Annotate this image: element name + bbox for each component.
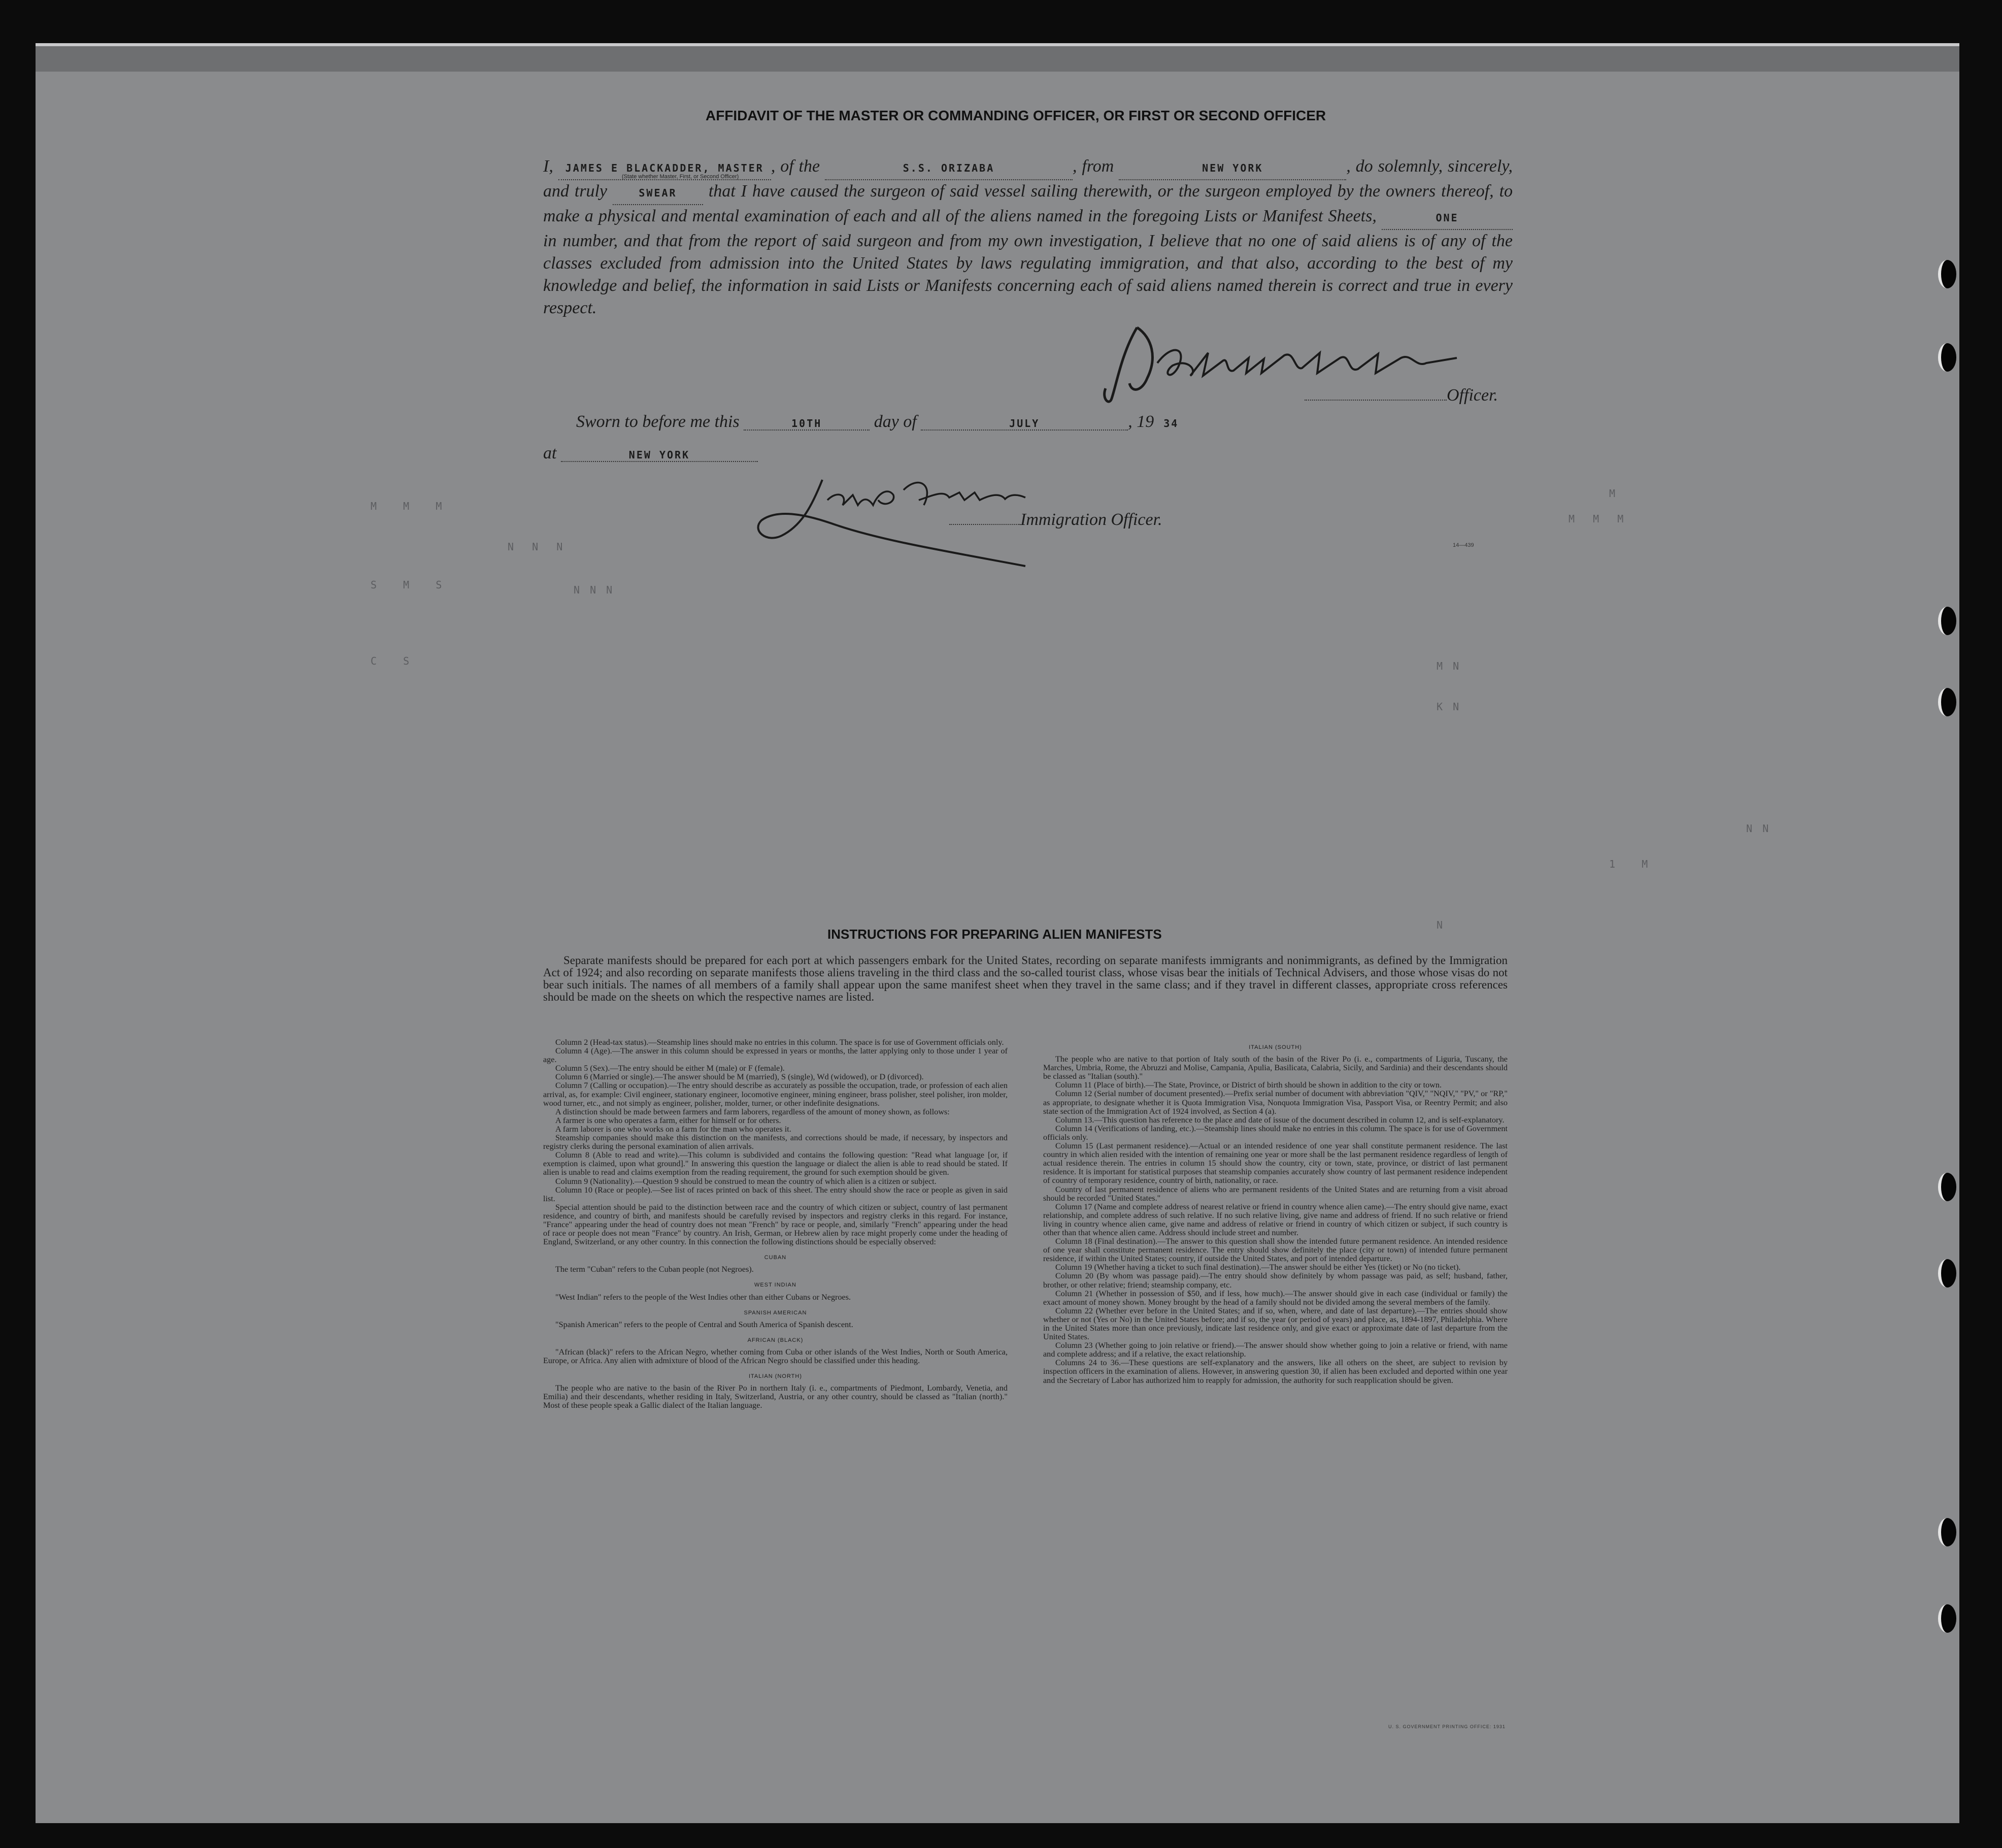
bleed-through-text: 1 M xyxy=(1609,858,1650,870)
sworn-text: day of xyxy=(874,412,917,431)
bleed-through-text: N N N xyxy=(574,584,615,596)
instruction-paragraph: Column 19 (Whether having a ticket to such final destination).—The answer should be either Yes (ticket) or No (no ticket). xyxy=(1055,1263,1461,1272)
instruction-paragraph: Column 9 (Nationality).—Question 9 should be construed to mean the country of which alien is a citizen or subject. xyxy=(555,1176,937,1186)
immigration-officer-label: Immigration Officer. xyxy=(1020,510,1162,529)
binder-hole xyxy=(1938,343,1956,372)
officer-label: Officer. xyxy=(1447,386,1498,405)
instruction-paragraph: Column 18 (Final destination).—The answer to this question shall show the intended future permanent residence. An intended residence of one year shall constitute permanent residence. The entry should show definitely the place (city or town) of intended future permanent residence, if within the United States; country, if outside the United States, and port of intended departure. xyxy=(1043,1237,1508,1264)
section-heading: CUBAN xyxy=(764,1255,787,1261)
binder-hole xyxy=(1938,607,1956,635)
instruction-paragraph: A farmer is one who operates a farm, either for himself or for others. xyxy=(555,1115,781,1125)
sworn-text: Sworn to before me this xyxy=(576,412,740,431)
binder-hole xyxy=(1938,1173,1956,1201)
oath-value: SWEAR xyxy=(613,182,703,205)
instruction-paragraph: Column 17 (Name and complete address of nearest relative or friend in country whence alien came).—The entry should give name, exact relationship, and complete address of such relative. If no such relative living, give name and address of friend. If no such relative or friend living in country whence alien came, give name and address of relative or friend in country of which citizen or subject, if such country is other than that whence alien came. Address should include street and number. xyxy=(1043,1202,1508,1237)
sworn-at-line xyxy=(543,444,758,463)
instruction-paragraph: Column 22 (Whether ever before in the United States; and if so, when, where, and date of last departure).—The entries should show whether or not (Yes or No) in the United States before; and if so, the year (or period of years) and place, as, 1894-1897, Philadelphia. Where in the United States more than once previously, indicate last residence only, and give exact or approximate date of last departure from the United States. xyxy=(1043,1306,1508,1342)
sworn-day-value: 10TH xyxy=(744,417,870,431)
section-heading: AFRICAN (BLACK) xyxy=(747,1337,804,1343)
instructions-title: INSTRUCTIONS FOR PREPARING ALIEN MANIFESTS xyxy=(827,927,1162,942)
bleed-through-text: K N xyxy=(1437,701,1461,713)
instruction-paragraph: The people who are native to the basin of the River Po in northern Italy (i. e., compartments of Piedmont, Lombardy, Venetia, and Emilia) and their descendants, whether residing in Italy, Switzerland, Austria, or any other country, should be classed as "Italian (north)." Most of these people speak a Gallic dialect of the Italian language. xyxy=(543,1383,1008,1410)
affidavit-body xyxy=(543,155,1513,319)
binder-hole xyxy=(1938,1604,1956,1633)
instruction-paragraph: Steamship companies should make this distinction on the manifests, and corrections should be made, if necessary, by inspectors and registry clerks during the personal examination of alien arrivals. xyxy=(543,1133,1008,1151)
instruction-paragraph: Column 2 (Head-tax status).—Steamship lines should make no entries in this column. The space is for use of Government officials only. xyxy=(555,1038,1004,1047)
instruction-paragraph: Column 21 (Whether in possession of $50, and if less, how much).—The answer should give in each case (individual or family) the exact amount of money shown. Money brought by the head of a family should not be divided among the several members of the family. xyxy=(1043,1289,1508,1307)
affidavit-text: , do xyxy=(1346,157,1373,176)
vessel-name-value: S.S. ORIZABA xyxy=(825,157,1073,180)
instruction-paragraph: Column 10 (Race or people).—See list of races printed on back of this sheet. The entry should show the race or people as given in said list. xyxy=(543,1185,1008,1203)
affidavit-text: I, xyxy=(543,157,553,176)
officer-name-value: JAMES E BLACKADDER, MASTER xyxy=(558,157,771,180)
section-heading: SPANISH AMERICAN xyxy=(744,1309,807,1316)
affidavit-text: in number, and that from the report of said surgeon and from my own investigation, I believe that no one of said aliens is of any of the classes excluded from admission into the United States by laws regulating immigration, and that also, according to the best of my knowledge and belief, the information in said Lists or Manifests concerning each of said aliens named therein is correct and true in every respect. xyxy=(543,232,1513,317)
immigration-officer-line xyxy=(949,510,1162,530)
instruction-paragraph: Column 7 (Calling or occupation).—The entry should describe as accurately as possible the occupation, trade, or profession of each alien arrival, as, for example: Civil engineer, stationary engineer, locomotive engineer, mining engineer, brass polisher, steel polisher, iron molder, wood turner, etc., and not simply as engineer, polisher, molder, turner, or other indefinite designations. xyxy=(543,1081,1008,1108)
bleed-through-text: M M M xyxy=(1569,513,1626,525)
instruction-paragraph: Column 11 (Place of birth).—The State, Province, or District of birth should be shown in addition to the city or town. xyxy=(1055,1080,1442,1090)
form-code: 14—439 xyxy=(1453,542,1474,548)
instruction-paragraph: "African (black)" refers to the African Negro, whether coming from Cuba or other islands of the West Indies, North or South America, Europe, or Africa. Any alien with admixture of blood of the African Negro should be classified under this heading. xyxy=(543,1347,1008,1365)
instruction-paragraph: Column 20 (By whom was passage paid).—The entry should show definitely by whom passage was paid, as self; husband, father, brother, or other relative; friend; steamship company, etc. xyxy=(1043,1271,1508,1290)
sworn-text: at xyxy=(543,444,557,463)
instruction-paragraph: "Spanish American" refers to the people of Central and South America of Spanish descent. xyxy=(555,1319,853,1329)
section-heading: ITALIAN (NORTH) xyxy=(748,1373,803,1380)
sheet-top-edge xyxy=(36,46,1959,72)
affidavit-text: that I have caused the surgeon of said vessel sailing therewith, or the surgeon employed by the owners thereof, to make a physical and mental examination of each and all of the aliens named in the foregoing Lists or Manifest Sheets, xyxy=(543,182,1513,225)
sworn-month-value: JULY xyxy=(921,417,1128,431)
affidavit-text: solemnly, sincerely, and truly xyxy=(543,157,1513,201)
instruction-paragraph: Column 23 (Whether going to join relative or friend).—The answer should show whether going to join a relative or friend, with name and complete address; and if a relative, the exact relationship. xyxy=(1043,1341,1508,1359)
affidavit-title: AFFIDAVIT OF THE MASTER OR COMMANDING OFFICER, OR FIRST OR SECOND OFFICER xyxy=(706,108,1326,123)
instruction-paragraph: The people who are native to that portion of Italy south of the basin of the River Po (i. e., compartments of Liguria, Tuscany, the Marches, Umbria, Rome, the Abruzzi and Molise, Campania, Apulia, Basilicata, Calabria, Sicily, and Sardinia) and their descendants should be classed as "Italian (south)." xyxy=(1043,1054,1508,1081)
instruction-paragraph: Columns 24 to 36.—These questions are self-explanatory and the answers, like all others on the sheet, are subject to revision by inspection officers in the examination of aliens. However, in answering question 30, if alien has been excluded and deported within one year and the Secretary of Labor has authorized him to reapply for admission, the authority for such reapplication should be given. xyxy=(1043,1358,1508,1385)
officer-line xyxy=(1305,386,1498,405)
printer-imprint: U. S. GOVERNMENT PRINTING OFFICE: 1931 xyxy=(1388,1724,1506,1729)
instruction-paragraph: Column 6 (Married or single).—The answer should be M (married), S (single), Wd (widowed), or D (divorced). xyxy=(555,1072,924,1082)
bleed-through-text: C S xyxy=(371,655,412,667)
instructions-left-column xyxy=(543,1038,1008,1410)
affidavit-text: , from xyxy=(1073,157,1114,176)
departure-port-value: NEW YORK xyxy=(1119,157,1346,180)
instruction-paragraph: "West Indian" refers to the people of the West Indies other than either Cubans or Negroes. xyxy=(555,1292,851,1302)
sworn-at-value: NEW YORK xyxy=(561,449,758,462)
bleed-through-text: M M M xyxy=(371,500,444,512)
instruction-paragraph: Column 14 (Verifications of landing, etc.).—Steamship lines should make no entries in this column. The space is for use of Government officials only. xyxy=(1043,1124,1508,1142)
bleed-through-text: S M S xyxy=(371,579,444,591)
bleed-through-text: N N N xyxy=(508,541,565,553)
sheet-count-value: ONE xyxy=(1382,207,1513,230)
affidavit-text: , of the xyxy=(771,157,820,176)
bleed-through-text: M N xyxy=(1437,660,1461,672)
instruction-paragraph: A farm laborer is one who works on a farm for the man who operates it. xyxy=(555,1124,791,1134)
sworn-line xyxy=(576,412,1188,432)
instruction-paragraph: Column 8 (Able to read and write).—This column is subdivided and contains the following question: "Read what language [or, if exemption is claimed, upon what ground]." In answering this question the language or dialect the alien is able to read should be stated. If alien is unable to read and claims exemption from the reading requirement, the ground for such exemption should be given. xyxy=(543,1150,1008,1177)
instruction-paragraph: Column 5 (Sex).—The entry should be either M (male) or F (female). xyxy=(555,1064,785,1073)
instruction-paragraph: Column 15 (Last permanent residence).—Actual or an intended residence of one year shall constitute permanent residence. The last country in which alien resided with the intention of remaining one year or more shall be the last permanent residence regardless of length of actual residence therein. The entries in column 15 should show the country, city or town, state, province, or district of last permanent residence. It is important for statistical purposes that steamship companies accurately show country of last permanent residence independent of country of temporary residence, country of birth, nationality, or race. xyxy=(1043,1141,1508,1185)
bleed-through-text: N xyxy=(1437,919,1445,931)
instruction-paragraph: Column 4 (Age).—The answer in this column should be expressed in years or months, the latter applying only to those under 1 year of age. xyxy=(543,1046,1008,1065)
instruction-paragraph: The term "Cuban" refers to the Cuban people (not Negroes). xyxy=(555,1265,754,1274)
instruction-paragraph: Special attention should be paid to the distinction between race and the country of which citizen or subject, country of last permanent residence, and country of birth, and manifests should be carefully revised by inspectors and registry clerks in this regard. For instance, "France" appearing under the head of country does not mean "French" by race or people, and, similarly "French" appearing under the head of race or people does not mean "France" by country. An Irish, German, or Hebrew alien by race might properly come under the heading of England, Switzerland, or any other country. In this connection the following distinctions should be especially observed: xyxy=(543,1202,1008,1247)
sworn-text: , 19 xyxy=(1128,412,1154,431)
bleed-through-text: N N xyxy=(1746,822,1771,835)
section-heading: WEST INDIAN xyxy=(754,1282,796,1289)
binder-hole xyxy=(1938,1518,1956,1546)
instructions-right-column xyxy=(1043,1038,1508,1385)
instruction-paragraph: Column 12 (Serial number of document presented).—Prefix serial number of document with abbreviation "QIV," "NQIV," "PV," or "RP," as appropriate, to designate whether it is Quota Immigration Visa, Nonquota Immigration Visa, Passport Visa, or Reentry Permit; and also state section of the Immigration Act of 1924 involved, as Section 4 (a). xyxy=(1043,1089,1508,1116)
binder-hole xyxy=(1938,260,1956,288)
binder-hole xyxy=(1938,1259,1956,1288)
instruction-paragraph: A distinction should be made between farmers and farm laborers, regardless of the amount of money shown, as follows: xyxy=(555,1107,950,1116)
binder-hole xyxy=(1938,688,1956,716)
officer-rank-note: (State whether Master, First, or Second Officer) xyxy=(622,174,739,180)
bleed-through-text: M xyxy=(1609,487,1618,500)
instruction-paragraph: Column 13.—This question has reference to the place and date of issue of the document described in column 12, and is self-explanatory. xyxy=(1055,1115,1505,1125)
instruction-paragraph: Country of last permanent residence of aliens who are permanent residents of the United States and are returning from a visit abroad should be recorded "United States." xyxy=(1043,1184,1508,1203)
instructions-intro: Separate manifests should be prepared for each port at which passengers embark for the United States, recording on separate manifests immigrants and nonimmigrants, as defined by the Immigration Act of 1924; and also recording on separate manifests those aliens traveling in the third class and the so-called tourist class, whose visas bear the initials of Technical Advisers, and those whose visas do not bear such initials. The names of all members of a family shall appear upon the same manifest sheet when they travel in the same class; and if they travel in different classes, appropriate cross references should be made on the sheets on which the respective names are listed. xyxy=(543,954,1508,1003)
section-heading: ITALIAN (SOUTH) xyxy=(1249,1044,1302,1050)
sworn-year-value: 34 xyxy=(1163,417,1179,430)
